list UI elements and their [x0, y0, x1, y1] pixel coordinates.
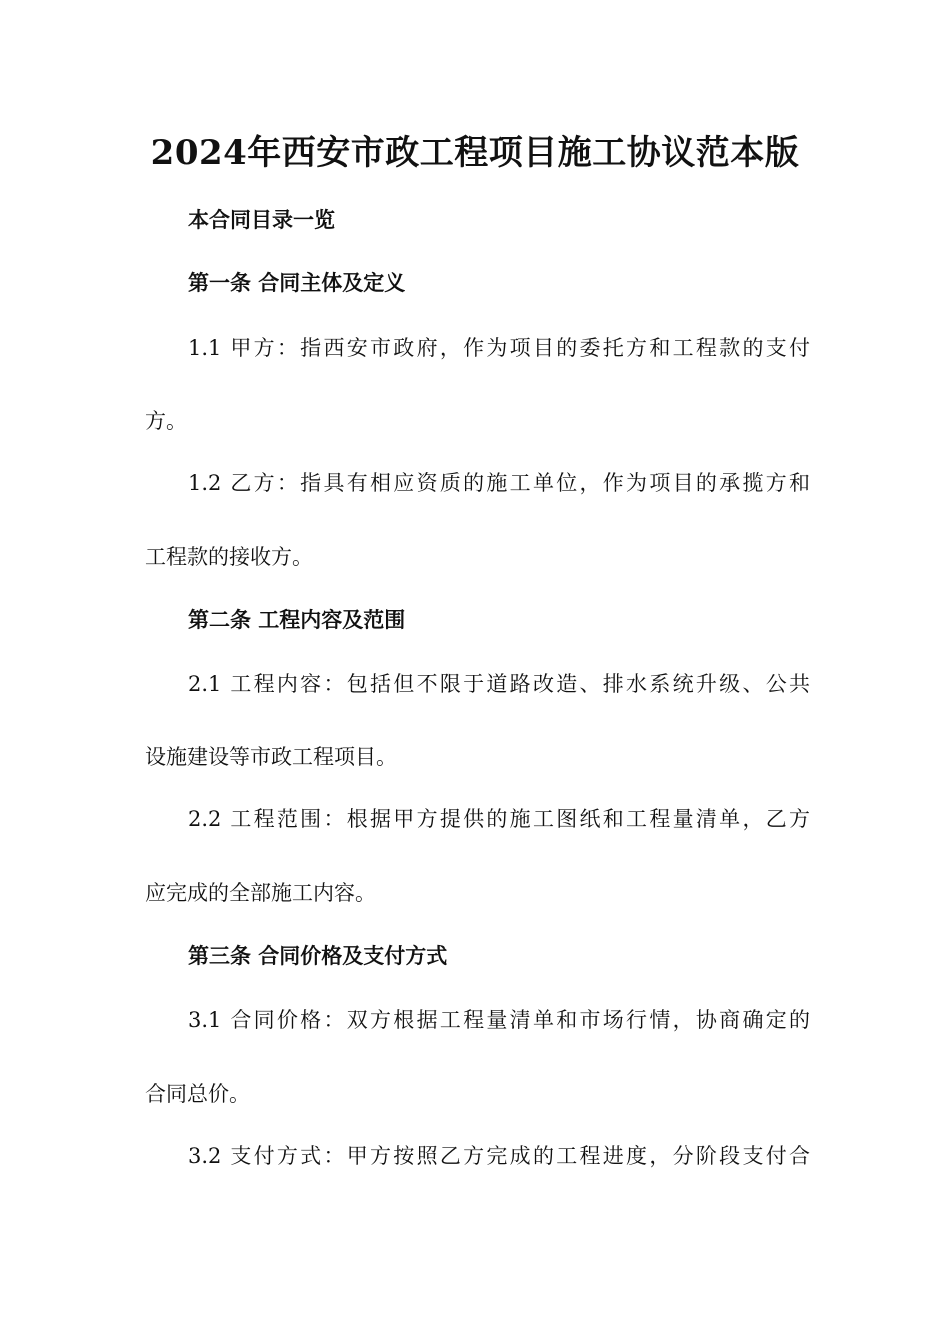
clause-3-1-line-1: 3.1 合同价格：双方根据工程量清单和市场行情，协商确定的: [188, 1008, 810, 1032]
clause-3-1-line-2: 合同总价。: [145, 1082, 250, 1106]
clause-2-1-line-1: 2.1 工程内容：包括但不限于道路改造、排水系统升级、公共: [188, 672, 810, 696]
article-2-heading: 第二条 工程内容及范围: [188, 607, 406, 632]
document-title: 2024年西安市政工程项目施工协议范本版: [150, 133, 800, 173]
toc-heading: 本合同目录一览: [188, 207, 335, 232]
article-3-heading: 第三条 合同价格及支付方式: [188, 943, 448, 968]
clause-3-2-line-1: 3.2 支付方式：甲方按照乙方完成的工程进度，分阶段支付合: [188, 1144, 810, 1168]
clause-1-2-line-1: 1.2 乙方：指具有相应资质的施工单位，作为项目的承揽方和: [188, 471, 810, 495]
clause-2-1-line-2: 设施建设等市政工程项目。: [145, 745, 397, 769]
article-1-heading: 第一条 合同主体及定义: [188, 270, 406, 295]
clause-1-1-line-1: 1.1 甲方：指西安市政府，作为项目的委托方和工程款的支付: [188, 336, 810, 360]
clause-1-2-line-2: 工程款的接收方。: [145, 545, 313, 569]
clause-1-1-line-2: 方。: [145, 409, 187, 433]
clause-2-2-line-2: 应完成的全部施工内容。: [145, 881, 376, 905]
clause-2-2-line-1: 2.2 工程范围：根据甲方提供的施工图纸和工程量清单，乙方: [188, 807, 810, 831]
